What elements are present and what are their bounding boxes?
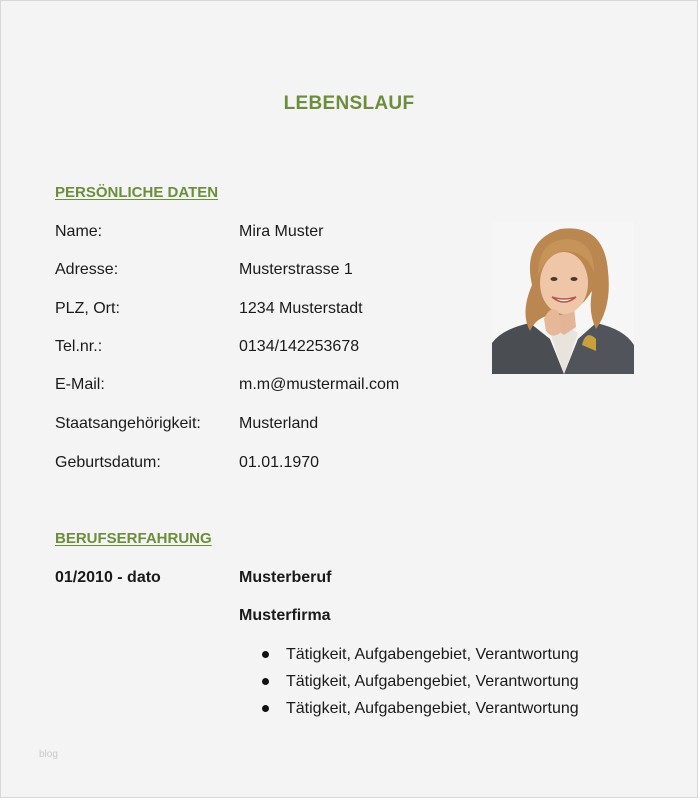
personal-label: Adresse: [55, 261, 119, 278]
list-item [239, 671, 579, 698]
personal-value: Mira Muster [239, 223, 324, 240]
experience-task-list [239, 644, 579, 725]
personal-label: Geburtsdatum: [55, 454, 161, 471]
task-text: Tätigkeit, Aufgabengebiet, Verantwortung [286, 700, 579, 717]
experience-position: Musterberuf [239, 569, 332, 586]
personal-label: Name: [55, 223, 103, 240]
personal-value: 1234 Musterstadt [239, 300, 363, 317]
personal-value: 01.01.1970 [239, 454, 320, 471]
personal-value: m.m@mustermail.com [239, 376, 400, 393]
experience-company: Musterfirma [239, 607, 331, 624]
experience-heading: BERUFSERFAHRUNG [55, 530, 212, 547]
personal-value: Musterstrasse 1 [239, 261, 353, 278]
task-text: Tätigkeit, Aufgabengebiet, Verantwortung [286, 646, 579, 663]
personal-value: Musterland [239, 415, 319, 432]
task-text: Tätigkeit, Aufgabengebiet, Verantwortung [286, 673, 579, 690]
personal-label: Tel.nr.: [55, 338, 103, 355]
portrait-illustration [492, 221, 634, 374]
personal-label: Staatsangehörigkeit: [55, 415, 201, 432]
personal-data-heading: PERSÖNLICHE DATEN [55, 184, 219, 201]
bullet-icon [262, 705, 269, 712]
list-item [239, 644, 579, 671]
portrait-photo [492, 221, 634, 374]
bullet-icon [262, 651, 269, 658]
bullet-icon [262, 678, 269, 685]
page-title: LEBENSLAUF [283, 93, 415, 114]
watermark: blog [39, 749, 58, 760]
list-item [239, 698, 579, 725]
personal-value: 0134/142253678 [239, 338, 360, 355]
personal-label: E-Mail: [55, 376, 105, 393]
experience-period: 01/2010 - dato [55, 569, 161, 586]
personal-label: PLZ, Ort: [55, 300, 120, 317]
